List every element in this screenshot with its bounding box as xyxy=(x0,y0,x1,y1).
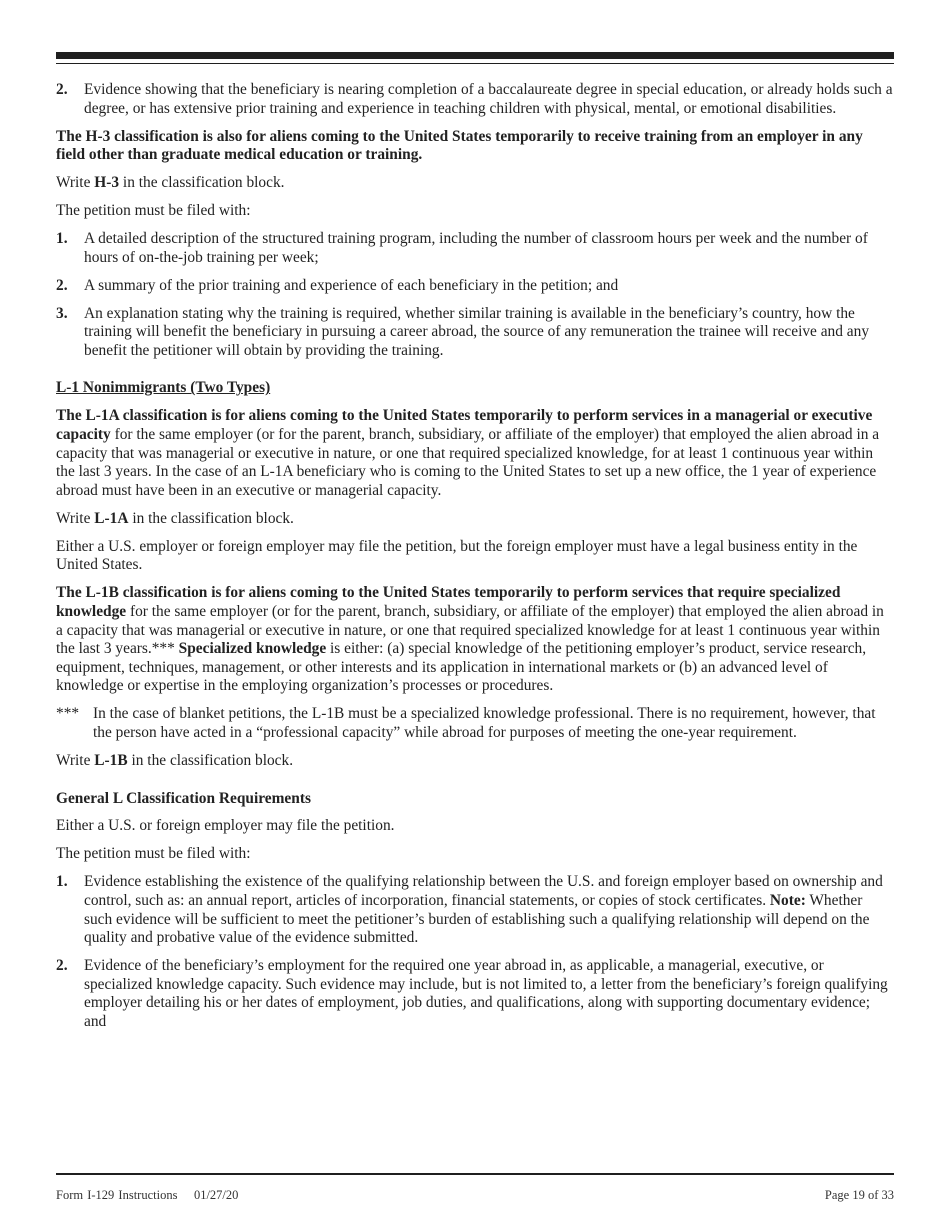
h3-evidence-item-2 xyxy=(56,81,894,118)
list-number: 1. xyxy=(56,230,68,248)
l1-employer-note: Either a U.S. employer or foreign employer may file the petition, but the foreign employer must have a legal business entity in the United States. xyxy=(56,537,858,574)
h3-write-instruction: Write H-3 in the classification block. xyxy=(56,174,285,192)
l1-section-heading: L-1 Nonimmigrants (Two Types) xyxy=(56,379,271,397)
l1b-footnote xyxy=(56,705,894,742)
list-number: 3. xyxy=(56,304,68,322)
list-text: A detailed description of the structured training program, including the number of classroom hours per week and the number of hours of on-the-job training per week; xyxy=(84,230,868,266)
list-text: Evidence showing that the beneficiary is nearing completion of a baccalaureate degree in special education, or already holds such a degree, or has extensive prior training and experience in teaching children with physical, mental, or emotional disabilities. xyxy=(84,81,893,117)
general-l-heading: General L Classification Requirements xyxy=(56,789,311,807)
classification-code: H-3 xyxy=(94,174,120,192)
h3-training-heading: The H-3 classification is also for aliens coming to the United States temporarily to receive training from an employer in any field other than graduate medical education or training. xyxy=(56,127,863,164)
list-item xyxy=(56,873,894,947)
list-number: 2. xyxy=(56,81,68,98)
list-item xyxy=(56,957,894,1031)
list-item xyxy=(56,277,894,296)
footer-form-info xyxy=(56,1186,238,1205)
list-text: Evidence establishing the existence of the qualifying relationship between the U.S. and foreign employer based on ownership and control, such as: an annual report, articles of incorporation, financial statements, or copies of stock certificates. Note: Whether such evidence will be sufficient to meet the petitioner’s burden of establishing such a qualifying relationship will depend on the quality and probative value of the evidence submitted. xyxy=(84,873,883,947)
list-number: 2. xyxy=(56,276,68,294)
l1a-write-instruction: Write L-1A in the classification block. xyxy=(56,509,294,527)
general-l-petition-intro: The petition must be filed with: xyxy=(56,845,251,863)
list-number: 1. xyxy=(56,873,68,891)
note-label: Note: xyxy=(769,892,806,910)
list-text: Evidence of the beneficiary’s employment for the required one year abroad in, as applicable, a managerial, executive, or specialized knowledge capacity. Such evidence may include, but is not limited to, a letter from the beneficiary’s foreign qualifying employer detailing his or her dates of employment, job duties, and qualifications, along with supporting documentary evidence; and xyxy=(84,957,888,1030)
classification-code: L-1A xyxy=(94,509,129,527)
l1a-description: The L-1A classification is for aliens coming to the United States temporarily to perform services in a managerial or executive capacity for the same employer (or for the parent, branch, subsidiary, or affiliate of the employer) that employed the alien abroad in a capacity that was managerial or executive in nature, or one that required specialized knowledge, for at least 1 continuous year within the last 3 years. In the case of an L-1A beneficiary who is coming to the United States to set up a new office, the 1 year of experience abroad must have been in an executive or managerial capacity. xyxy=(56,407,880,499)
edition-date: 01/27/20 xyxy=(193,1188,239,1202)
l1b-description: The L-1B classification is for aliens coming to the United States temporarily to perform services that require specialized knowledge for the same employer (or for the parent, branch, subsidiary, or affiliate of the employer) that employed the alien abroad in a capacity that was managerial or executive in nature, or one that required specialized knowledge for at least 1 continuous year within the last 3 years.*** Specialized knowledge is either: (a) special knowledge of the petitioning employer’s product, service research, equipment, techniques, management, or other interests and its application in international markets or (b) an advanced level of knowledge or expertise in the employing organization’s processes or procedures. xyxy=(56,584,884,695)
h3-petition-intro: The petition must be filed with: xyxy=(56,202,251,220)
classification-code: L-1B xyxy=(94,751,128,769)
list-item xyxy=(56,230,894,267)
general-l-employer-line: Either a U.S. or foreign employer may file the petition. xyxy=(56,817,395,835)
header-rule-thin xyxy=(56,63,894,64)
footnote-mark: *** xyxy=(56,705,80,723)
list-text: An explanation stating why the training is required, whether similar training is available in the beneficiary’s country, how the training will benefit the beneficiary in pursuing a career abroad, the source of any remuneration the trainee will receive and any benefit the petitioner will obtain by providing the training. xyxy=(84,304,870,359)
list-text: A summary of the prior training and experience of each beneficiary in the petition; and xyxy=(84,276,619,294)
header-rule-thick xyxy=(56,52,894,59)
footnote-text: In the case of blanket petitions, the L-1B must be a specialized knowledge professional. There is no requirement, however, that the person have acted in a “professional capacity” while abroad for purposes of meeting the one-year requirement. xyxy=(93,705,876,741)
list-number: 2. xyxy=(56,957,68,975)
list-item xyxy=(56,305,894,361)
page-content xyxy=(56,81,894,1041)
footer-rule xyxy=(56,1173,894,1175)
l1b-write-instruction: Write L-1B in the classification block. xyxy=(56,751,294,769)
form-name: Form I-129 Instructions xyxy=(56,1188,178,1202)
page-number: Page 19 of 33 xyxy=(824,1188,894,1202)
